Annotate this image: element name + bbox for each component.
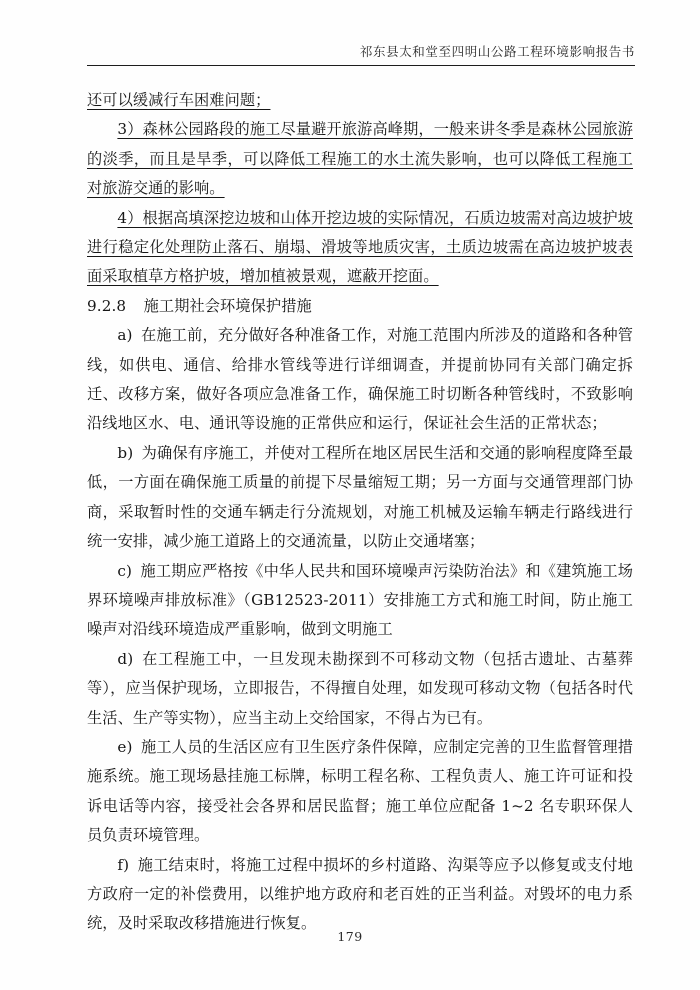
page-footer	[0, 926, 700, 945]
section-title: 施工期社会环境保护措施	[143, 296, 312, 315]
document-body	[87, 86, 633, 939]
continuation-line	[87, 86, 633, 115]
continuation-line-text: 还可以缓减行车困难问题；	[87, 91, 271, 109]
revision-paragraph-3-text: 3）森林公园路段的施工尽量避开旅游高峰期，一般来讲冬季是森林公园旅游的淡季，而且是旱季，可以降低工程施工的水土流失影响，也可以降低工程施工对旅游交通的影响。	[87, 120, 633, 198]
list-marker-e: e)	[117, 737, 133, 756]
list-marker-d: d)	[117, 649, 134, 668]
page-number: 179	[337, 929, 363, 944]
section-number: 9.2.8	[87, 296, 127, 315]
revision-paragraph-4-text: 4）根据高填深挖边坡和山体开挖边坡的实际情况，石质边坡需对高边坡护坡进行稳定化处理防止落石、崩塌、滑坡等地质灾害，土质边坡需在高边坡护坡表面采取植草方格护坡，增加植被景观，遮蔽开挖面。	[87, 208, 633, 286]
section-heading	[87, 292, 633, 321]
revision-paragraph-3	[87, 115, 633, 203]
list-marker-f: f)	[117, 855, 130, 874]
list-item-c	[87, 557, 633, 645]
list-marker-b: b)	[117, 443, 134, 462]
running-header	[87, 44, 635, 70]
list-item-b	[87, 439, 633, 557]
list-item-e-text: 施工人员的生活区应有卫生医疗条件保障，应制定完善的卫生监督管理措施系统。施工现场悬挂施工标牌，标明工程名称、工程负责人、施工许可证和投诉电话等内容，接受社会各界和居民监督；施工单位应配备 1~2 名专职环保人员负责环境管理。	[87, 737, 633, 845]
list-item-a	[87, 321, 633, 439]
list-item-d-text: 在工程施工中，一旦发现未勘探到不可移动文物（包括古遗址、古墓葬等），应当保护现场，立即报告，不得擅自处理，如发现可移动文物（包括各时代生活、生产等实物），应当主动上交给国家，不得占为已有。	[87, 649, 633, 727]
list-item-d	[87, 645, 633, 733]
list-marker-c: c)	[117, 561, 133, 580]
list-item-c-text: 施工期应严格按《中华人民共和国环境噪声污染防治法》和《建筑施工场界环境噪声排放标准》（GB12523-2011）安排施工方式和施工时间，防止施工噪声对沿线环境造成严重影响，做到文明施工	[87, 561, 633, 639]
list-item-f-text: 施工结束时，将施工过程中损坏的乡村道路、沟渠等应予以修复或支付地方政府一定的补偿费用，以维护地方政府和老百姓的正当利益。对毁坏的电力系统，及时采取改移措施进行恢复。	[87, 855, 633, 933]
header-title: 祁东县太和堂至四明山公路工程环境影响报告书	[359, 44, 635, 59]
list-item-b-text: 为确保有序施工，并使对工程所在地区居民生活和交通的影响程度降至最低，一方面在确保施工质量的前提下尽量缩短工期；另一方面与交通管理部门协商，采取暂时性的交通车辆走行分流规划，对施工机械及运输车辆走行路线进行统一安排，减少施工道路上的交通流量，以防止交通堵塞；	[87, 443, 633, 551]
header-rule-divider	[87, 65, 635, 66]
list-item-e	[87, 733, 633, 851]
list-marker-a: a)	[117, 326, 133, 345]
list-item-a-text: 在施工前，充分做好各种准备工作，对施工范围内所涉及的道路和各种管线，如供电、通信、给排水管线等进行详细调查，并提前协同有关部门确定拆迁、改移方案，做好各项应急准备工作，确保施工时切断各种管线时，不致影响沿线地区水、电、通讯等设施的正常供应和运行，保证社会生活的正常状态；	[87, 326, 633, 433]
revision-paragraph-4	[87, 204, 633, 292]
